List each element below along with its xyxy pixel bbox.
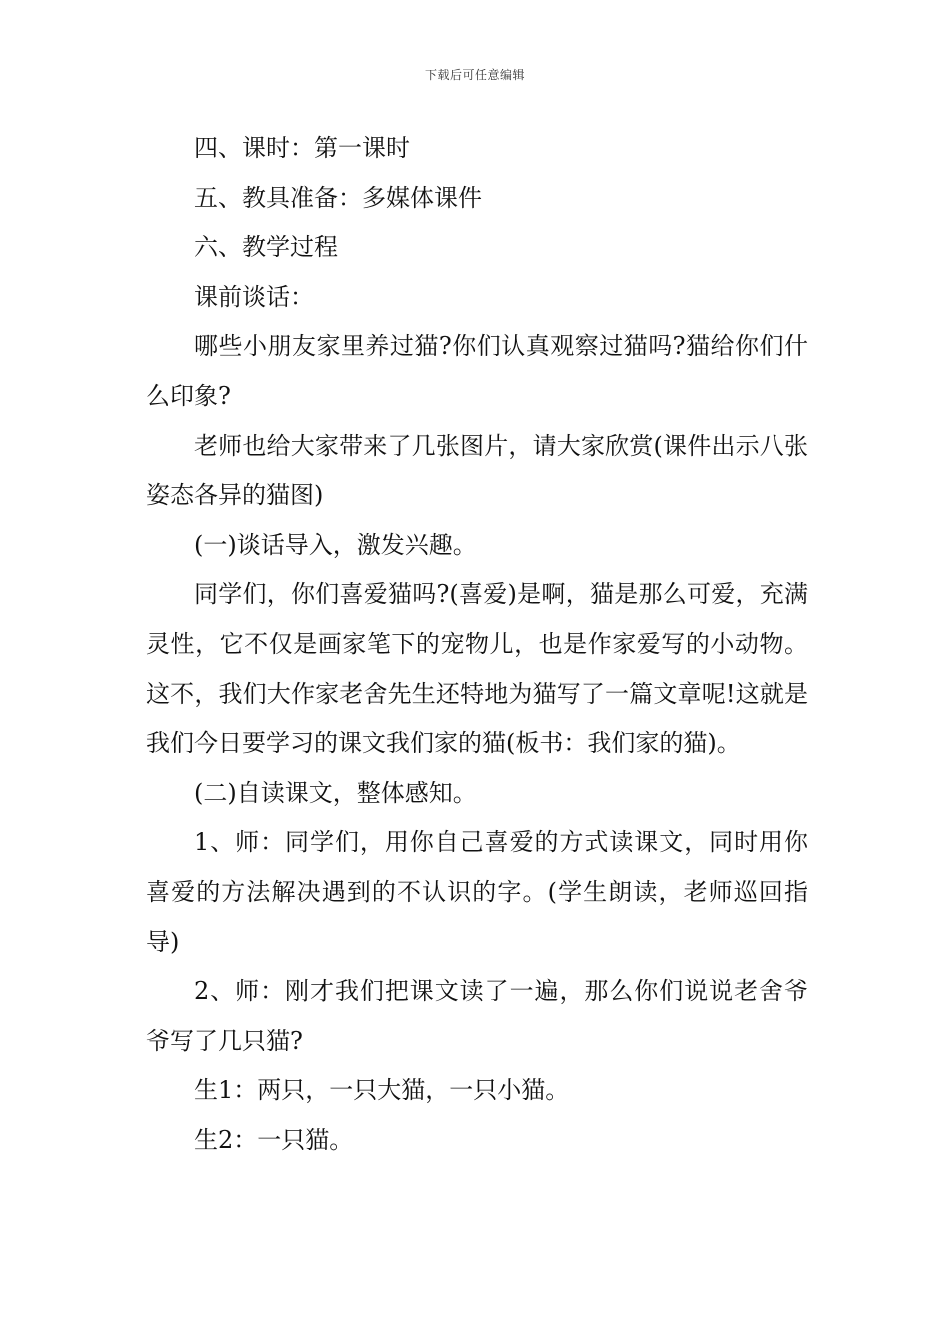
page-header: 下载后可任意编辑 bbox=[424, 68, 525, 82]
paragraph-student-two: 生2：一只猫。 bbox=[194, 1125, 354, 1154]
paragraph-section-one: (一)谈话导入，激发兴趣。 bbox=[194, 530, 477, 559]
paragraph-step-two: 2、师：刚才我们把课文读了一遍，那么你们说说老舍爷爷写了几只猫? bbox=[146, 977, 808, 1055]
paragraph-intro: 同学们，你们喜爱猫吗?(喜爱)是啊，猫是那么可爱，充满灵性，它不仅是画家笔下的宠物儿，也是作家爱写的小动物。这不，我们大作家老舍先生还特地为猫写了一篇文章呢!这就是我们今日要学习的课文我们家的猫(板书：我们家的猫)。 bbox=[146, 580, 808, 758]
paragraph-pre-class-talk: 课前谈话： bbox=[194, 282, 314, 311]
paragraph-teaching-aids: 五、教具准备：多媒体课件 bbox=[194, 183, 482, 212]
paragraph-lesson-period: 四、课时：第一课时 bbox=[194, 134, 410, 162]
paragraph-teaching-process: 六、教学过程 bbox=[194, 233, 338, 262]
paragraph-question: 哪些小朋友家里养过猫?你们认真观察过猫吗?猫给你们什么印象? bbox=[146, 332, 808, 410]
paragraph-section-two: (二)自读课文，整体感知。 bbox=[194, 778, 477, 807]
paragraph-student-one: 生1：两只，一只大猫，一只小猫。 bbox=[194, 1076, 570, 1105]
paragraph-step-one: 1、师：同学们，用你自己喜爱的方式读课文，同时用你喜爱的方法解决遇到的不认识的字。(学生朗读，老师巡回指导) bbox=[146, 828, 808, 956]
document-body bbox=[146, 124, 808, 1165]
paragraph-pictures: 老师也给大家带来了几张图片，请大家欣赏(课件出示八张姿态各异的猫图) bbox=[146, 431, 808, 510]
